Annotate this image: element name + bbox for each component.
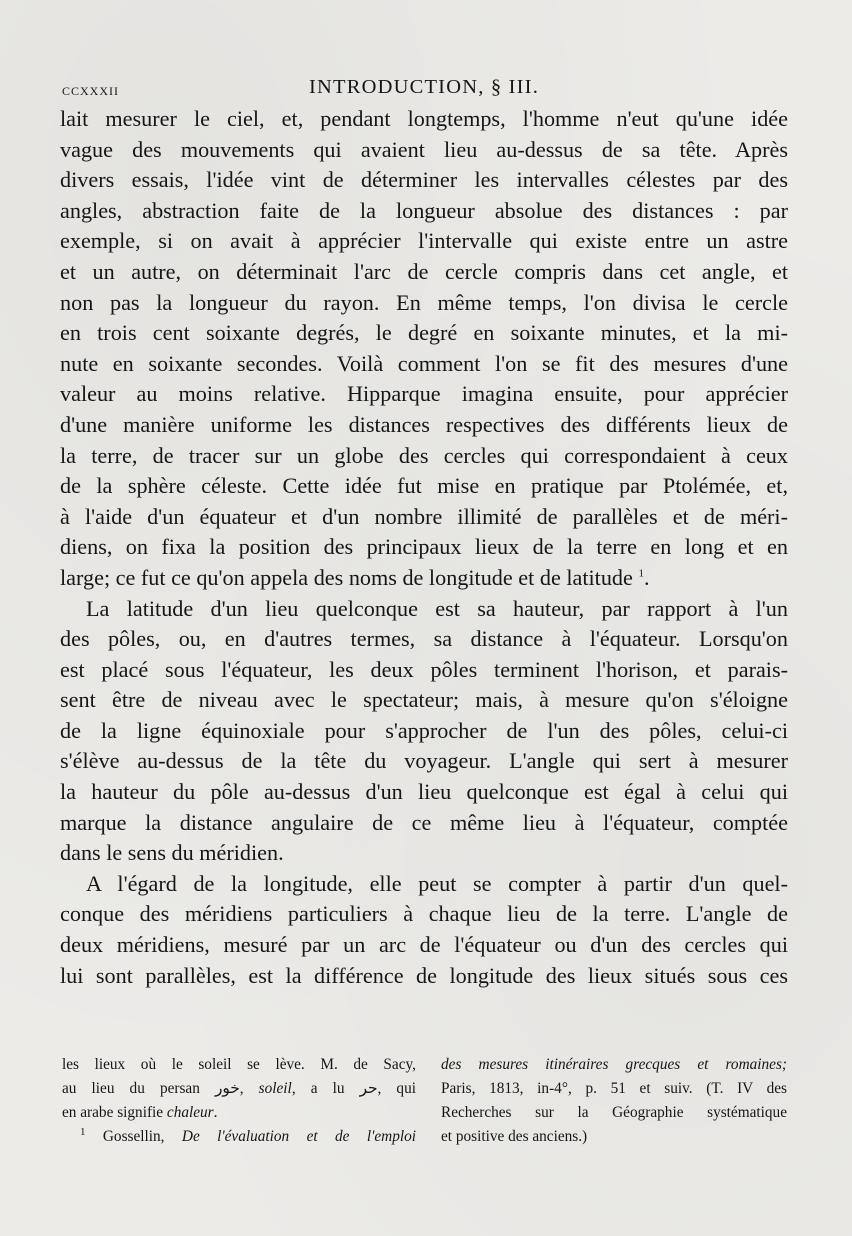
footnote-line: et positive des anciens.) xyxy=(441,1128,588,1145)
text-line: est placé sous l'équateur, les deux pôles terminent l'horison, et parais- xyxy=(60,656,788,682)
main-text xyxy=(60,104,788,991)
footnote-marker: 1 xyxy=(80,1125,86,1138)
footnote-line: Paris, 1813, in-4°, p. 51 et suiv. (T. IV des xyxy=(441,1080,787,1097)
footnote-line xyxy=(62,1101,416,1125)
text-line: nute en soixante secondes. Voilà comment l'on se fit des mesures d'une xyxy=(60,350,788,376)
text-line: A l'égard de la longitude, elle peut se compter à partir d'un quel- xyxy=(86,870,788,896)
text-line: la hauteur du pôle au-dessus d'un lieu quelconque est égal à celui qui xyxy=(60,779,788,805)
page-header xyxy=(62,76,786,106)
text-line: marque la distance angulaire de ce même lieu à l'équateur, comptée xyxy=(60,809,788,835)
text-line: divers essais, l'idée vint de déterminer les intervalles célestes par des xyxy=(60,167,788,193)
text-line: La latitude d'un lieu quelconque est sa hauteur, par rapport à l'un xyxy=(86,595,788,621)
persian-word: خور xyxy=(214,1080,240,1097)
text-line: de la sphère céleste. Cette idée fut mise en pratique par Ptolémée, et, xyxy=(60,473,788,499)
text-line: valeur au moins relative. Hipparque imagina ensuite, pour apprécier xyxy=(60,381,788,407)
italic-word: chaleur xyxy=(166,1104,214,1121)
italic-title: De l'évaluation et de l'emploi xyxy=(181,1128,416,1145)
text-line: conque des méridiens particuliers à chaque lieu de la terre. L'angle de xyxy=(60,901,788,927)
folio-number: CCXXXII xyxy=(62,84,119,98)
text-fragment: . xyxy=(213,1104,218,1121)
text-fragment: Gossellin, xyxy=(85,1128,182,1145)
running-title: INTRODUCTION, § III. xyxy=(308,76,540,98)
footnote-line: les lieux où le soleil se lève. M. de Sacy, xyxy=(62,1056,416,1073)
text-fragment: , qui xyxy=(377,1080,416,1097)
text-fragment: large; ce fut ce qu'on appela des noms de longitude et de latitude xyxy=(60,564,633,590)
punctuation: . xyxy=(643,564,650,590)
text-line: des pôles, ou, en d'autres termes, sa distance à l'équateur. Lorsqu'on xyxy=(60,626,788,652)
text-line: et un autre, on déterminait l'arc de cercle compris dans cet angle, et xyxy=(60,258,788,284)
text-line-paragraph-end: dans le sens du méridien. xyxy=(60,840,284,866)
text-line-paragraph-end xyxy=(60,563,788,594)
footnote-line xyxy=(62,1077,416,1101)
text-line: d'une manière uniforme les distances respectives des différents lieux de xyxy=(60,411,788,437)
footnote-1 xyxy=(62,1125,416,1149)
text-line: lait mesurer le ciel, et, pendant longtemps, l'homme n'eut qu'une idée xyxy=(60,106,788,131)
text-line: sent être de niveau avec le spectateur; mais, à mesure qu'on s'éloigne xyxy=(60,687,788,713)
text-line: s'élève au-dessus de la tête du voyageur. L'angle qui sert à mesurer xyxy=(60,748,788,774)
text-line: vague des mouvements qui avaient lieu au-dessus de sa tête. Après xyxy=(60,136,788,162)
footnotes-left-column xyxy=(62,1053,416,1149)
arabic-word: حر xyxy=(359,1080,378,1097)
text-line: en trois cent soixante degrés, le degré en soixante minutes, et la mi- xyxy=(60,320,788,346)
footnote-line: des mesures itinéraires grecques et romaines; xyxy=(441,1056,787,1073)
italic-word: soleil xyxy=(258,1080,292,1097)
text-line: deux méridiens, mesuré par un arc de l'équateur ou d'un des cercles qui xyxy=(60,932,788,958)
text-fragment: au lieu du persan xyxy=(62,1080,200,1097)
text-line: diens, on fixa la position des principaux lieux de la terre en long et en xyxy=(60,534,788,560)
footnote-reference[interactable]: 1 xyxy=(638,567,644,580)
text-fragment: , xyxy=(239,1080,259,1097)
text-line: exemple, si on avait à apprécier l'intervalle qui existe entre un astre xyxy=(60,228,788,254)
text-line: angles, abstraction faite de la longueur absolue des distances : par xyxy=(60,197,788,223)
footnote-line: Recherches sur la Géographie systématique xyxy=(441,1104,787,1121)
text-line: lui sont parallèles, est la différence de longitude des lieux situés sous ces xyxy=(60,962,788,988)
footnotes-right-column xyxy=(441,1053,787,1149)
text-line: à l'aide d'un équateur et d'un nombre illimité de parallèles et de méri- xyxy=(60,503,788,529)
text-line: non pas la longueur du rayon. En même temps, l'on divisa le cercle xyxy=(60,289,788,315)
text-fragment: en arabe signifie xyxy=(62,1104,167,1121)
text-fragment: , a lu xyxy=(291,1080,345,1097)
text-line: de la ligne équinoxiale pour s'approcher de l'un des pôles, celui-ci xyxy=(60,717,788,743)
text-line: la terre, de tracer sur un globe des cercles qui correspondaient à ceux xyxy=(60,442,788,468)
